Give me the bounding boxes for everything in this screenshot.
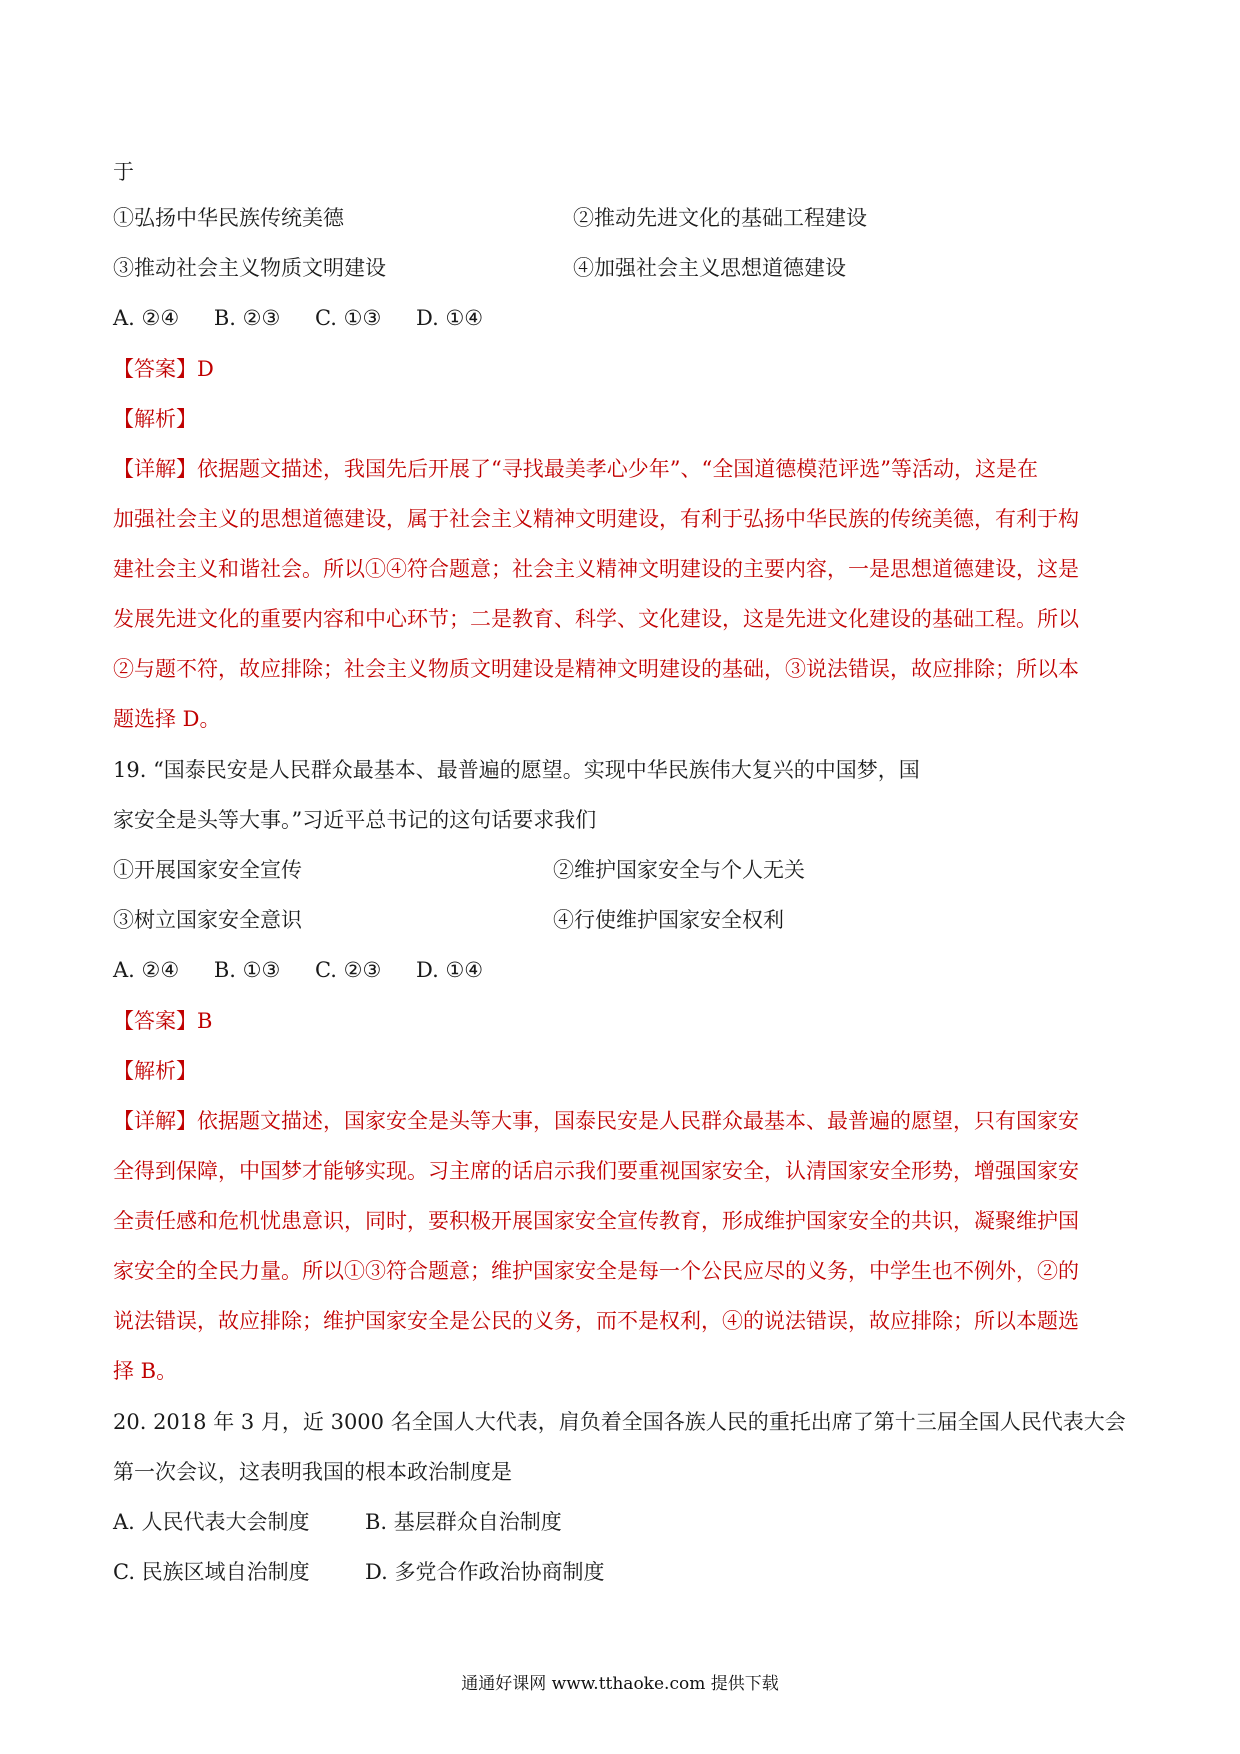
q20-options-row2 [113, 1557, 1133, 1587]
q18-option-1: ①弘扬中华民族传统美德 [113, 206, 344, 230]
q18-option-4: ④加强社会主义思想道德建设 [573, 256, 846, 280]
q18-options-row2 [113, 253, 1133, 283]
q18-stem-tail: 于 [113, 160, 134, 184]
q18-choice-b: B. ②③ [213, 306, 281, 330]
q20-option-c: C. 民族区域自治制度 [113, 1560, 310, 1584]
q20-option-b: B. 基层群众自治制度 [365, 1510, 562, 1534]
q19-stem-line-2: 家安全是头等大事。”习近平总书记的这句话要求我们 [113, 808, 597, 832]
q18-detail-line-1: 【详解】依据题文描述，我国先后开展了“寻找最美孝心少年”、“全国道德模范评选”等活动，这是在 [113, 457, 1038, 481]
q19-option-2: ②维护国家安全与个人无关 [553, 858, 805, 882]
q19-stem-line-1: 19. “国泰民安是人民群众最基本、最普遍的愿望。实现中华民族伟大复兴的中国梦，国 [113, 758, 920, 782]
q19-detail-line-4: 家安全的全民力量。所以①③符合题意；维护国家安全是每一个公民应尽的义务，中学生也不例外，②的 [113, 1259, 1079, 1283]
q19-option-4: ④行使维护国家安全权利 [553, 908, 784, 932]
q18-choices [113, 303, 1133, 333]
q19-option-3: ③树立国家安全意识 [113, 908, 302, 932]
q19-choice-b: B. ①③ [213, 958, 281, 982]
q18-choice-c: C. ①③ [314, 306, 382, 330]
q19-detail-line-5: 说法错误，故应排除；维护国家安全是公民的义务，而不是权利，④的说法错误，故应排除；所以本题选 [113, 1309, 1079, 1333]
q19-detail-line-3: 全责任感和危机忧患意识，同时，要积极开展国家安全宣传教育，形成维护国家安全的共识，凝聚维护国 [113, 1209, 1079, 1233]
q19-choice-d: D. ①④ [416, 958, 484, 982]
q18-option-2: ②推动先进文化的基础工程建设 [573, 206, 867, 230]
q20-option-d: D. 多党合作政治协商制度 [365, 1560, 605, 1584]
q18-detail-line-2: 加强社会主义的思想道德建设，属于社会主义精神文明建设，有利于弘扬中华民族的传统美德，有利于构 [113, 507, 1079, 531]
q18-answer: 【答案】D [113, 357, 214, 381]
q20-stem-line-2: 第一次会议，这表明我国的根本政治制度是 [113, 1460, 512, 1484]
q18-analysis-heading: 【解析】 [113, 407, 197, 431]
q19-analysis-heading: 【解析】 [113, 1059, 197, 1083]
q20-options-row1 [113, 1507, 1133, 1537]
q19-choice-c: C. ②③ [314, 958, 382, 982]
q18-detail-line-3: 建社会主义和谐社会。所以①④符合题意；社会主义精神文明建设的主要内容，一是思想道德建设，这是 [113, 557, 1079, 581]
q18-choice-d: D. ①④ [416, 306, 484, 330]
q18-detail-line-5: ②与题不符，故应排除；社会主义物质文明建设是精神文明建设的基础，③说法错误，故应排除；所以本 [113, 657, 1079, 681]
q18-options-row1 [113, 203, 1133, 233]
q19-answer: 【答案】B [113, 1009, 213, 1033]
q19-choice-a: A. ②④ [113, 958, 180, 982]
q19-choices [113, 955, 1133, 985]
page-footer: 通通好课网 www.tthaoke.com 提供下载 [461, 1674, 779, 1694]
q18-detail-line-4: 发展先进文化的重要内容和中心环节；二是教育、科学、文化建设，这是先进文化建设的基础工程。所以 [113, 607, 1079, 631]
q18-choice-a: A. ②④ [113, 306, 180, 330]
q20-option-a: A. 人民代表大会制度 [113, 1510, 310, 1534]
q18-detail-line-6: 题选择 D。 [113, 707, 221, 731]
q19-option-1: ①开展国家安全宣传 [113, 858, 302, 882]
q20-stem-line-1: 20. 2018 年 3 月，近 3000 名全国人大代表，肩负着全国各族人民的重托出席了第十三届全国人民代表大会 [113, 1410, 1126, 1434]
q19-detail-line-2: 全得到保障，中国梦才能够实现。习主席的话启示我们要重视国家安全，认清国家安全形势，增强国家安 [113, 1159, 1079, 1183]
q18-option-3: ③推动社会主义物质文明建设 [113, 256, 386, 280]
q19-options-row2 [113, 905, 1133, 935]
q19-detail-line-6: 择 B。 [113, 1359, 178, 1383]
q19-detail-line-1: 【详解】依据题文描述，国家安全是头等大事，国泰民安是人民群众最基本、最普遍的愿望，只有国家安 [113, 1109, 1079, 1133]
q19-options-row1 [113, 855, 1133, 885]
